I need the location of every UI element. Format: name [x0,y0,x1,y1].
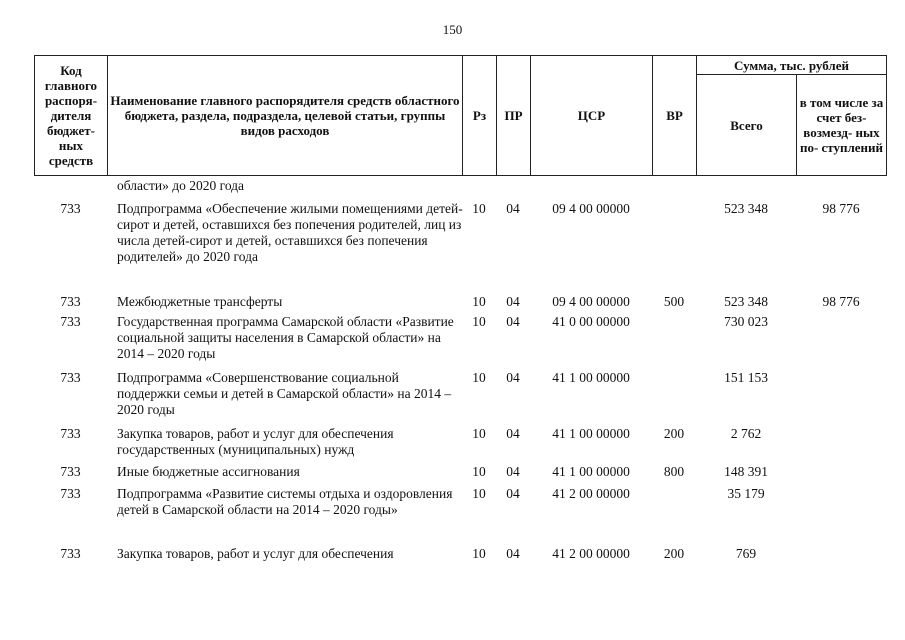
table-row [34,201,886,294]
row-total: 769 [735,546,757,561]
header-vr: ВР [653,56,697,176]
row-rz: 10 [472,546,486,561]
row-total: 2 762 [730,426,762,441]
header-free: в том числе за счет без- возмезд- ных по- ступлений [797,75,887,176]
row-total: 35 179 [727,486,765,501]
row-csr: 41 1 00 00000 [552,426,630,441]
row-name: Закупка товаров, работ и услуг для обеспечения государственных (муниципальных) нужд [117,426,394,457]
row-pr: 04 [506,546,520,561]
row-name: Межбюджетные трансферты [117,294,283,309]
row-vr: 800 [663,464,685,479]
row-rz: 10 [472,294,486,309]
table-body [34,178,886,566]
table-row [34,546,886,566]
row-code: 733 [60,370,81,385]
row-name: области» до 2020 года [117,178,245,193]
table-row [34,370,886,426]
row-code: 733 [60,426,81,441]
table-row [34,464,886,486]
header-total: Всего [697,75,797,176]
row-csr: 09 4 00 00000 [552,294,630,309]
row-free: 98 776 [822,294,860,309]
row-vr: 200 [663,546,685,561]
row-name: Подпрограмма «Обеспечение жилыми помещениями детей-сирот и детей, оставшихся без попечения родителей, лиц из числа детей-сирот и детей, оставшихся без попечения родителей» до 2020 года [117,201,463,264]
row-free: 98 776 [822,201,860,216]
row-rz: 10 [472,314,486,329]
row-total: 730 023 [724,314,768,329]
row-rz: 10 [472,426,486,441]
row-csr: 41 0 00 00000 [552,314,630,329]
row-pr: 04 [506,464,520,479]
row-name: Иные бюджетные ассигнования [117,464,300,479]
row-total: 523 348 [724,294,768,309]
row-rz: 10 [472,464,486,479]
row-name: Закупка товаров, работ и услуг для обеспечения [117,546,394,561]
header-name: Наименование главного распорядителя средств областного бюджета, раздела, подраздела, целевой статьи, группы видов расходов [108,56,463,176]
row-pr: 04 [506,294,520,309]
row-code: 733 [60,546,81,561]
page-number: 150 [442,22,463,37]
table-row [34,294,886,314]
row-total: 151 153 [724,370,768,385]
row-total: 523 348 [724,201,768,216]
table-row [34,314,886,370]
row-code: 733 [60,201,81,216]
header-rz: Рз [463,56,497,176]
row-code: 733 [60,486,81,501]
row-csr: 41 1 00 00000 [552,464,630,479]
row-vr: 200 [663,426,685,441]
row-rz: 10 [472,370,486,385]
row-code: 733 [60,464,81,479]
table-row [34,486,886,546]
row-name: Государственная программа Самарской области «Развитие социальной защиты населения в Самарской области» на 2014 – 2020 годы [117,314,454,361]
table-header [34,55,887,176]
row-csr: 41 1 00 00000 [552,370,630,385]
row-pr: 04 [506,426,520,441]
row-rz: 10 [472,201,486,216]
row-pr: 04 [506,370,520,385]
row-rz: 10 [472,486,486,501]
row-name: Подпрограмма «Совершенствование социальной поддержки семьи и детей в Самарской области» на 2014 – 2020 годы [117,370,452,417]
row-vr: 500 [663,294,685,309]
row-csr: 41 2 00 00000 [552,486,630,501]
row-name: Подпрограмма «Развитие системы отдыха и оздоровления детей в Самарской области на 2014 – 2020 годы» [117,486,453,517]
header-pr: ПР [497,56,531,176]
row-csr: 41 2 00 00000 [552,546,630,561]
row-total: 148 391 [724,464,768,479]
row-pr: 04 [506,486,520,501]
row-code: 733 [60,314,81,329]
table-row [34,426,886,464]
row-pr: 04 [506,201,520,216]
header-code: Код главного распоря- дителя бюджет- ных средств [35,56,108,176]
header-sum: Сумма, тыс. рублей [697,56,887,75]
row-pr: 04 [506,314,520,329]
row-csr: 09 4 00 00000 [552,201,630,216]
header-csr: ЦСР [531,56,653,176]
row-code: 733 [60,294,81,309]
table-row-continuation [34,178,886,201]
